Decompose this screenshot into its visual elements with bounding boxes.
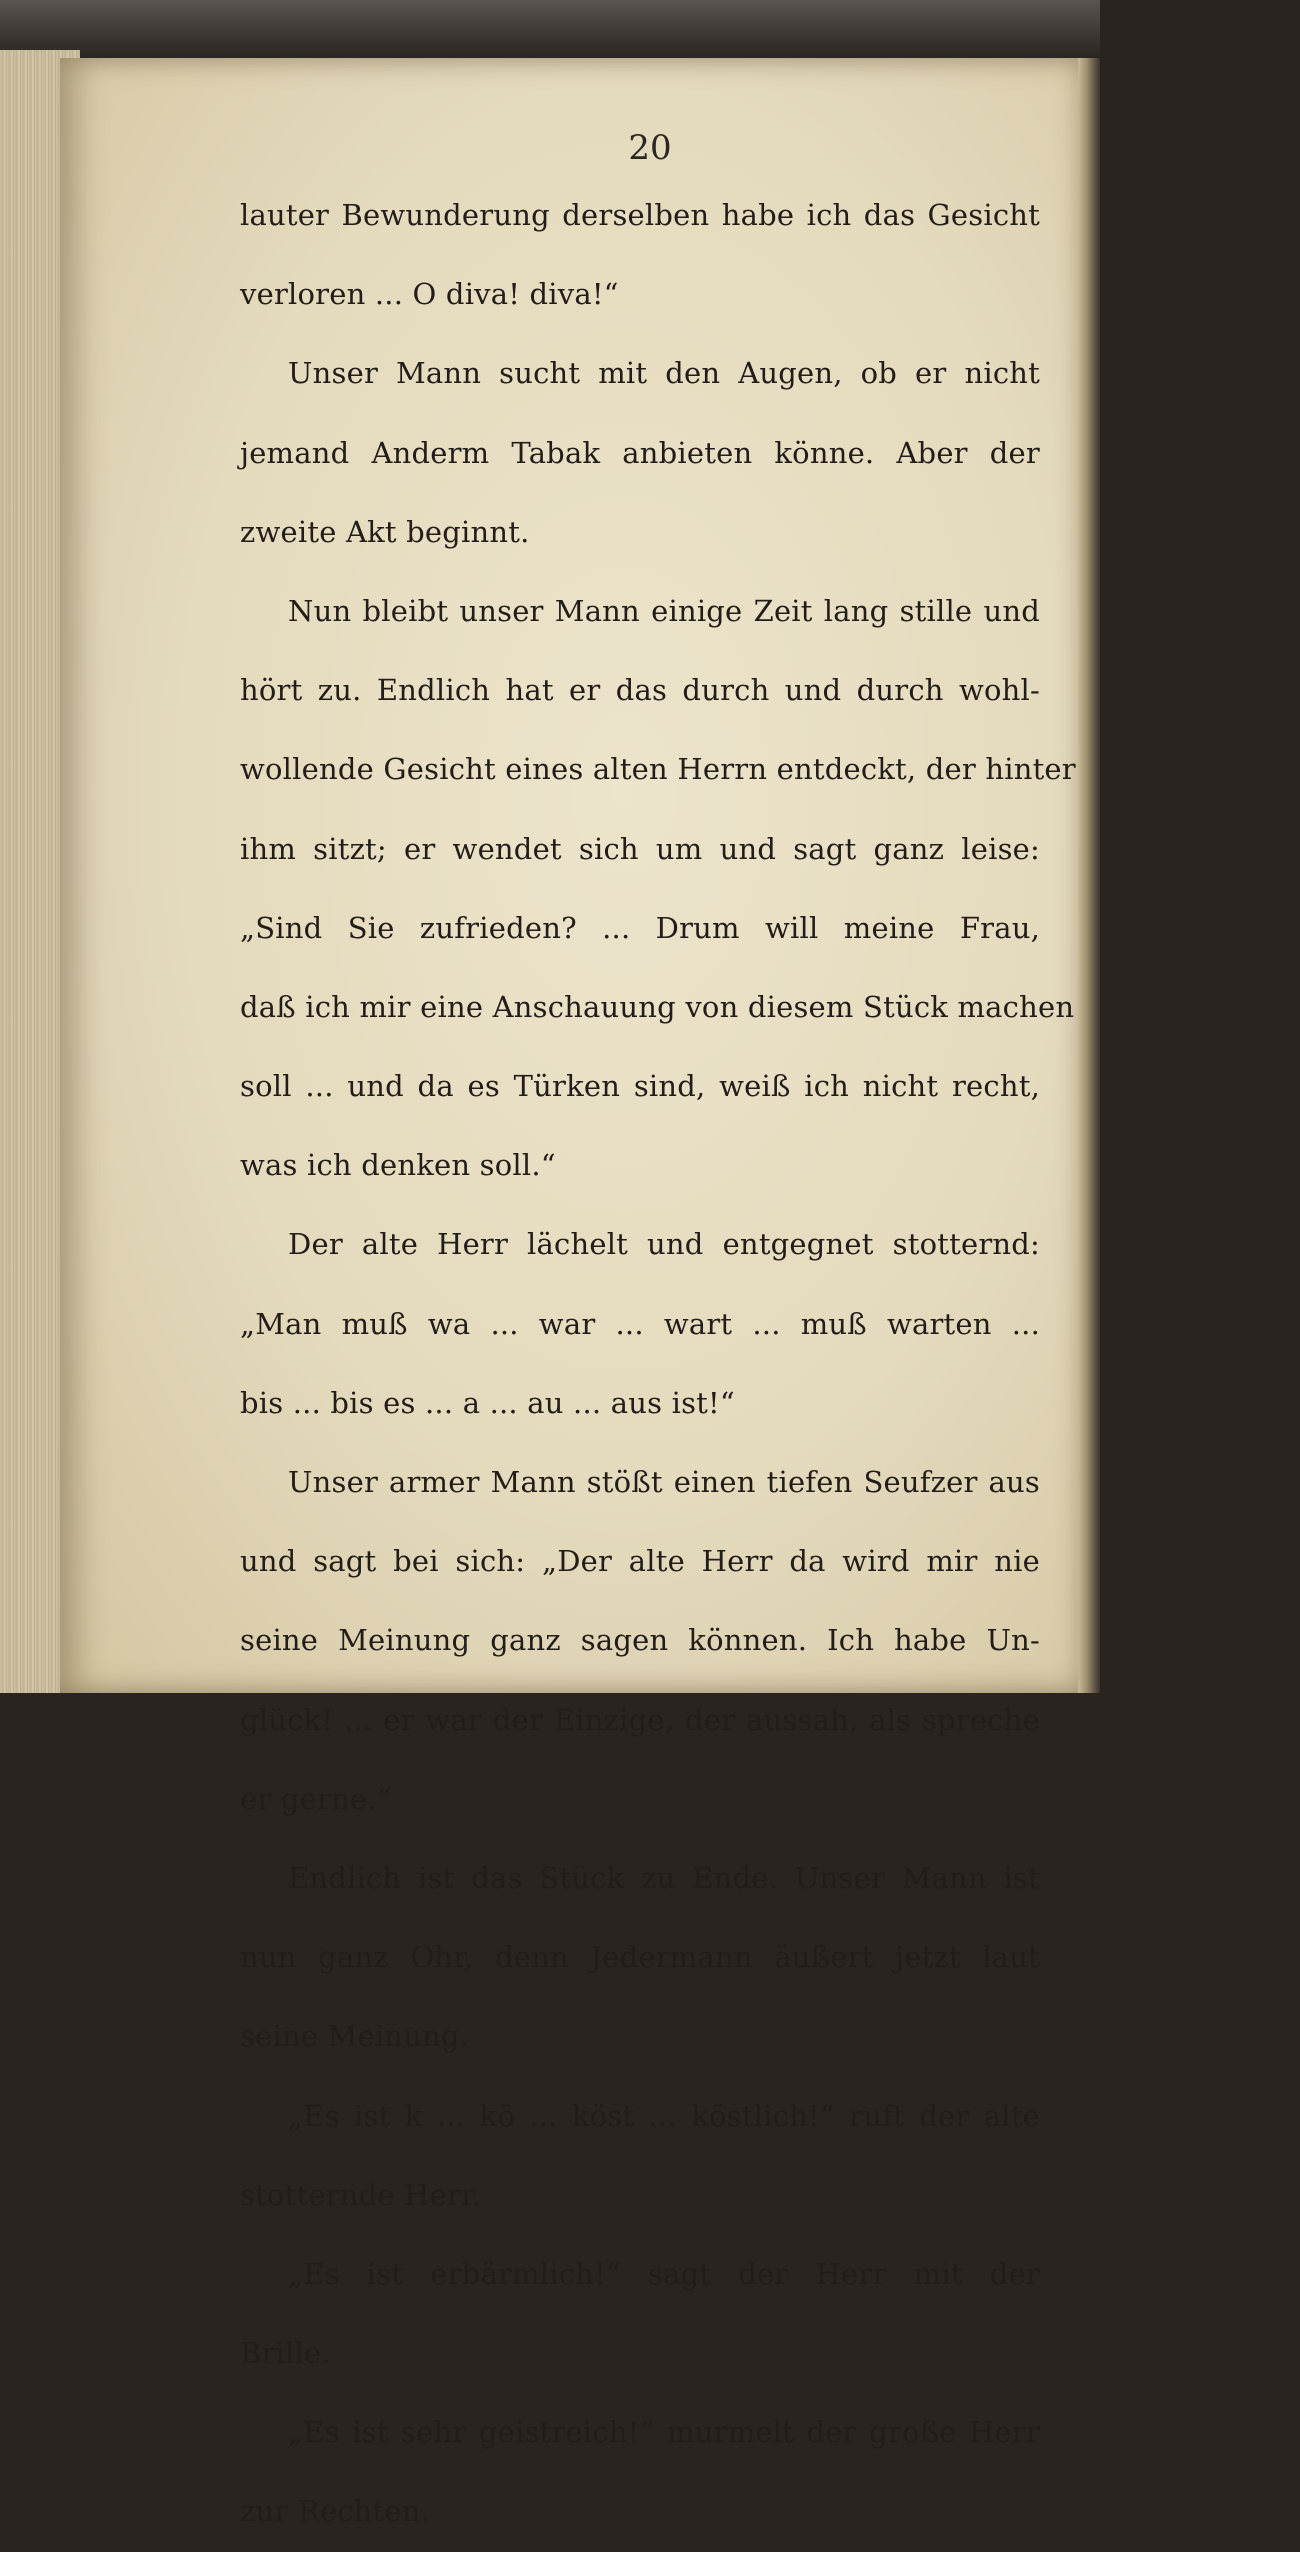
text-line: seine Meinung ganz sagen können. Ich habe Un- <box>240 1623 1040 1658</box>
text-line: Der alte Herr lächelt und entgegnet stotternd: <box>288 1227 1040 1262</box>
text-line: zweite Akt beginnt. <box>240 514 530 549</box>
text-line: was ich denken soll.“ <box>240 1148 556 1183</box>
book-cover-edge <box>0 0 1100 60</box>
text-line: Unser armer Mann stößt einen tiefen Seufzer aus <box>288 1465 1040 1499</box>
text-line: Unser Mann sucht mit den Augen, ob er nicht <box>288 356 1040 391</box>
text-line: zur Rechten. <box>240 2494 431 2529</box>
text-line: wollende Gesicht eines alten Herrn entdeckt, der hinter <box>240 752 1076 787</box>
text-line: jemand Anderm Tabak anbieten könne. Aber der <box>240 435 1040 470</box>
book-binding <box>1078 58 1100 1693</box>
text-line: Endlich ist das Stück zu Ende. Unser Mann ist <box>288 1860 1040 1895</box>
text-line: „Es ist k ... kö ... köst ... köstlich!“ ruft der alte <box>288 2098 1040 2133</box>
page-text <box>240 176 1076 2552</box>
page-number: 20 <box>628 128 672 168</box>
text-line: Nun bleibt unser Mann einige Zeit lang stille und <box>288 593 1040 628</box>
text-line: glück! ... er war der Einzige, der aussah, als spreche <box>240 1702 1040 1737</box>
text-line: Brille. <box>240 2336 331 2371</box>
text-line: „Sind Sie zufrieden? ... Drum will meine Frau, <box>240 910 1040 945</box>
text-line: bis ... bis es ... a ... au ... aus ist!“ <box>240 1385 735 1420</box>
text-line: seine Meinung. <box>240 2019 470 2054</box>
text-line: daß ich mir eine Anschauung von diesem Stück machen <box>240 989 1075 1024</box>
text-line: „Es ist erbärmlich!“ sagt der Herr mit der <box>288 2256 1040 2291</box>
text-line: er gerne.“ <box>240 1781 392 1816</box>
text-line: und sagt bei sich: „Der alte Herr da wird mir nie <box>240 1544 1040 1579</box>
text-line: „Man muß wa ... war ... wart ... muß warten ... <box>240 1306 1040 1341</box>
text-line: ihm sitzt; er wendet sich um und sagt ganz leise: <box>240 831 1040 866</box>
text-line: hört zu. Endlich hat er das durch und durch wohl- <box>240 673 1040 708</box>
text-line: stotternde Herr. <box>240 2177 482 2212</box>
text-line: „Es ist sehr geistreich!“ murmelt der große Herr <box>288 2415 1040 2450</box>
text-line: lauter Bewunderung derselben habe ich das Gesicht <box>240 198 1040 232</box>
text-line: verloren ... O diva! diva!“ <box>240 277 619 312</box>
text-line: nun ganz Ohr, denn Jedermann äußert jetzt laut <box>240 1940 1040 1975</box>
text-line: soll ... und da es Türken sind, weiß ich nicht recht, <box>240 1069 1040 1104</box>
